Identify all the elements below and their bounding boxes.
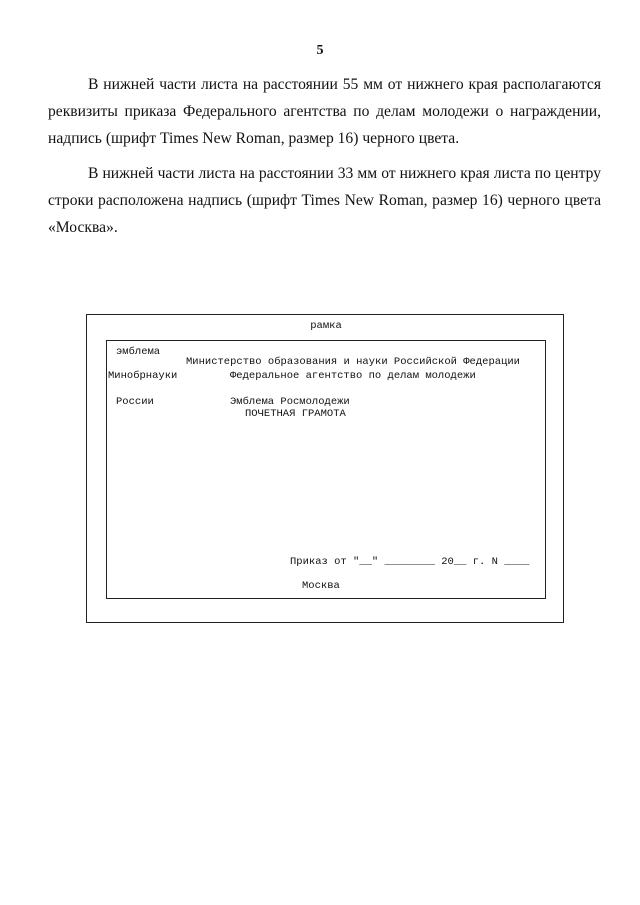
paragraph-1: В нижней части листа на расстоянии 55 мм от нижнего края располагаются реквизиты приказа Федерального агентства по делам молодежи о награждении, надпись (шрифт Times New Roman, размер 16) черного цвета.	[48, 76, 601, 147]
russia-label: России	[116, 396, 154, 408]
agency-line: Федеральное агентство по делам молодежи	[230, 370, 476, 382]
ministry-line: Министерство образования и науки Российской Федерации	[186, 356, 520, 368]
ministry-abbr: Минобрнауки	[108, 370, 178, 382]
rosmol-emblem-label: Эмблема Росмолодежи	[230, 396, 350, 408]
certificate-title: ПОЧЕТНАЯ ГРАМОТА	[245, 408, 346, 420]
city-label: Москва	[302, 580, 340, 592]
paragraph-2: В нижней части листа на расстоянии 33 мм от нижнего края листа по центру строки расположена надпись (шрифт Times New Roman, размер 16) черного цвета «Москва».	[48, 165, 601, 236]
body-text	[48, 71, 601, 249]
emblem-label: эмблема	[116, 346, 161, 358]
page-number: 5	[316, 43, 324, 58]
order-line: Приказ от "__" ________ 20__ г. N ____	[290, 556, 530, 568]
frame-label: рамка	[310, 320, 342, 332]
